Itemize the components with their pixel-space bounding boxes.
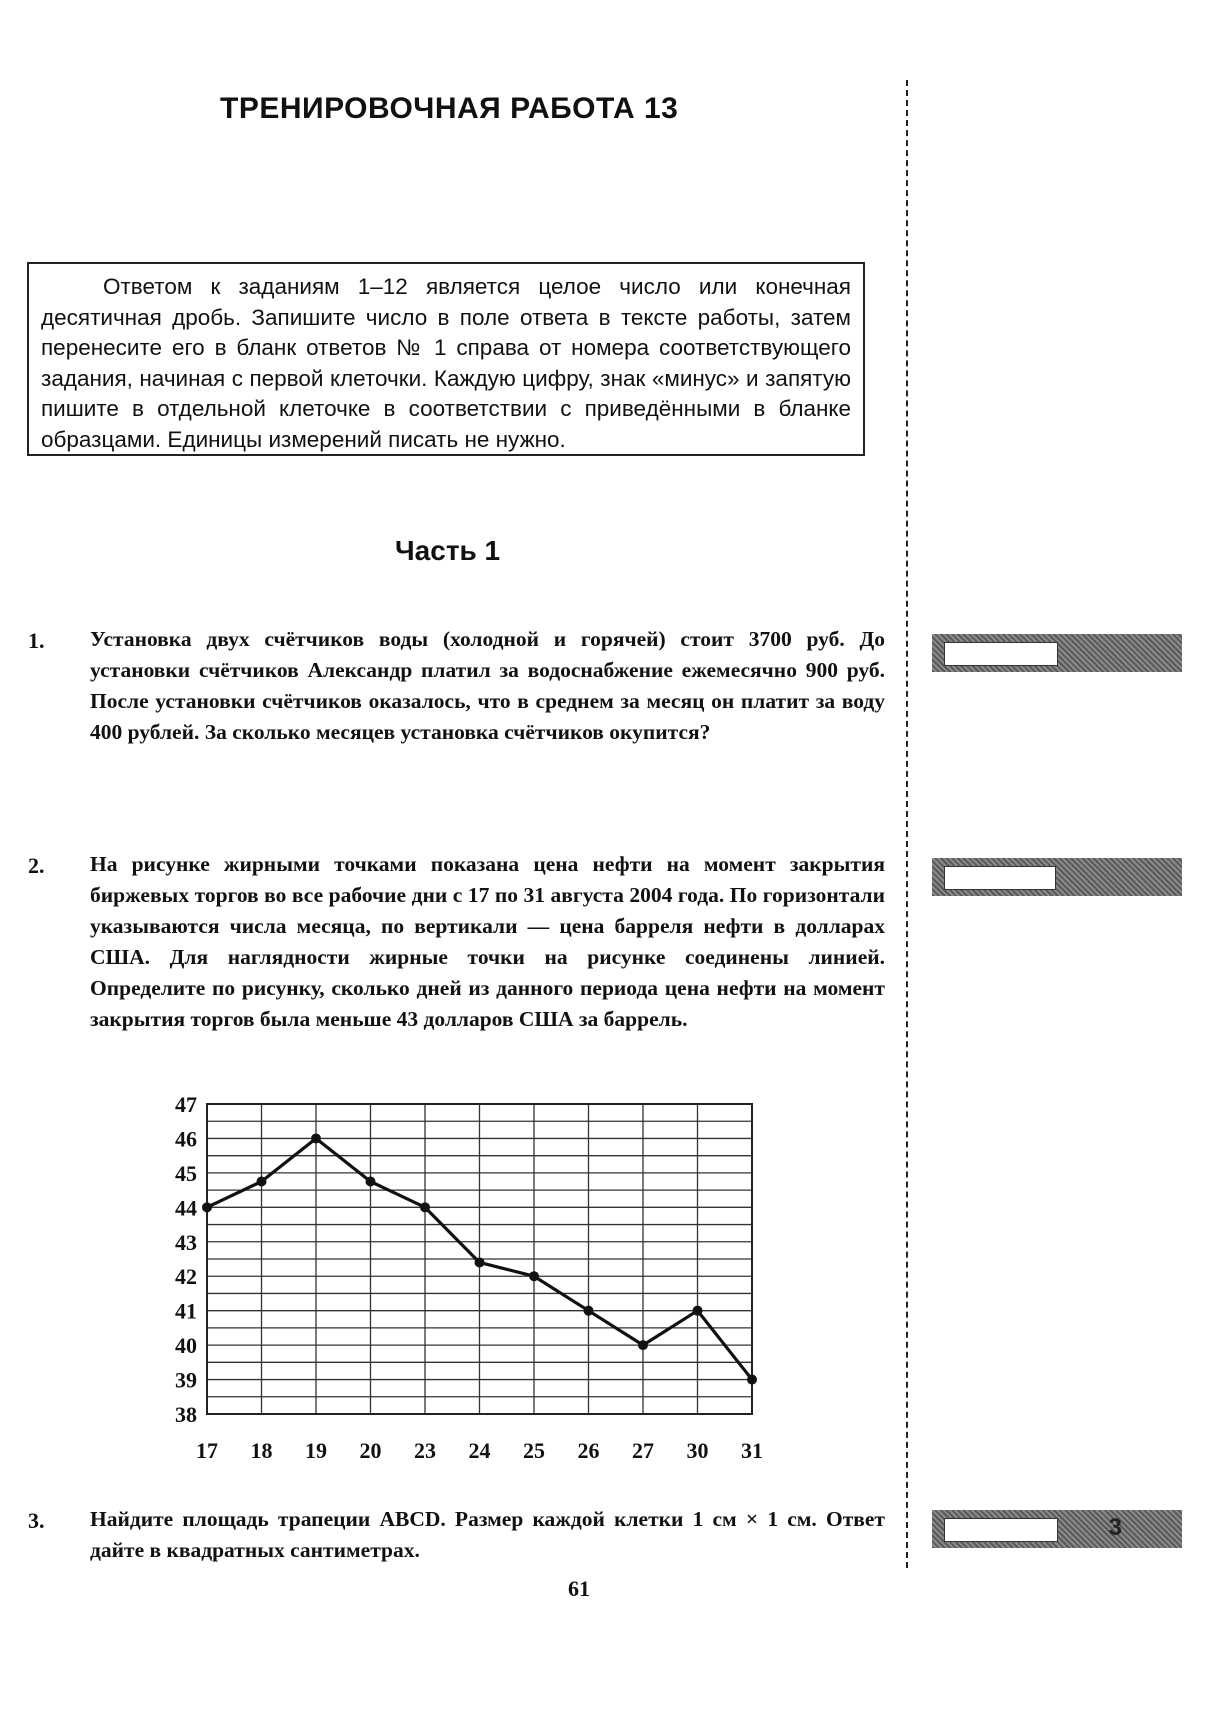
x-tick-label: 20	[359, 1438, 382, 1463]
y-tick-label: 39	[175, 1367, 197, 1393]
page-number: 61	[568, 1576, 590, 1601]
answer-box-3-number: 3	[1108, 1514, 1122, 1541]
x-tick-label: 19	[305, 1438, 327, 1463]
y-tick-label: 44	[175, 1195, 197, 1221]
x-tick-label: 24	[468, 1438, 491, 1463]
data-point	[311, 1133, 321, 1143]
data-point	[693, 1306, 703, 1316]
y-tick-label: 45	[175, 1160, 197, 1186]
x-tick-label: 25	[523, 1438, 545, 1463]
answer-field-1[interactable]	[944, 642, 1058, 666]
page-title: ТРЕНИРОВОЧНАЯ РАБОТА 13	[220, 92, 679, 125]
task-3-number: 3.	[28, 1508, 45, 1533]
data-point	[584, 1306, 594, 1316]
y-tick-label: 40	[175, 1333, 197, 1359]
x-tick-label: 31	[741, 1438, 763, 1463]
answer-field-3[interactable]	[944, 1518, 1058, 1542]
task-1-number: 1.	[28, 628, 45, 653]
data-point	[257, 1177, 267, 1187]
y-tick-label: 47	[175, 1092, 197, 1117]
answer-box-3[interactable]	[932, 1510, 1182, 1548]
data-point	[638, 1340, 648, 1350]
answer-field-2[interactable]	[944, 866, 1056, 890]
data-point	[747, 1375, 757, 1385]
data-point	[529, 1271, 539, 1281]
task-1-text: Установка двух счётчиков воды (холодной и горячей) стоит 3700 руб. До установки счётчиков Александр платил за водоснабжение ежемесячно 900 руб. После установки счётчиков оказалось, что в среднем за месяц он платит за воду 400 рублей. За сколько месяцев установка счётчиков окупится?	[90, 627, 885, 744]
x-tick-label: 26	[577, 1438, 600, 1463]
answer-box-2[interactable]	[932, 858, 1182, 896]
y-tick-label: 41	[175, 1298, 197, 1324]
task-3-text: Найдите площадь трапеции ABCD. Размер каждой клетки 1 см × 1 см. Ответ дайте в квадратных сантиметрах.	[90, 1507, 885, 1562]
data-point	[366, 1177, 376, 1187]
part-title: Часть 1	[395, 535, 501, 566]
task-2-number: 2.	[28, 853, 45, 878]
data-point	[202, 1202, 212, 1212]
oil-price-chart	[120, 1080, 780, 1480]
x-tick-label: 18	[250, 1438, 273, 1463]
answer-box-1[interactable]	[932, 634, 1182, 672]
y-tick-label: 38	[175, 1402, 197, 1427]
instructions-box: Ответом к заданиям 1–12 является целое число или конечная десятичная дробь. Запишите число в поле ответа в тексте работы, затем перенесите его в бланк ответов № 1 справа от номера соответствующего задания, начиная с первой клеточки. Каждую цифру, знак «минус» и запятую пишите в отдельной клеточке в соответствии с приведёнными в бланке образцами. Единицы измерений писать не нужно.	[27, 262, 865, 456]
cut-line	[906, 80, 908, 1568]
y-tick-label: 43	[175, 1229, 197, 1255]
x-tick-label: 30	[686, 1438, 709, 1463]
y-tick-label: 46	[175, 1126, 197, 1152]
y-tick-label: 42	[175, 1264, 197, 1290]
x-tick-label: 17	[196, 1438, 218, 1463]
x-tick-label: 27	[632, 1438, 654, 1463]
task-2-text: На рисунке жирными точками показана цена нефти на момент закрытия биржевых торгов во все рабочие дни с 17 по 31 августа 2004 года. По горизонтали указываются числа месяца, по вертикали — цена барреля нефти в долларах США. Для наглядности жирные точки на рисунке соединены линией. Определите по рисунку, сколько дней из данного периода цена нефти на момент закрытия торгов была меньше 43 долларов США за баррель.	[90, 852, 885, 1031]
x-tick-label: 23	[414, 1438, 436, 1463]
data-point	[420, 1202, 430, 1212]
data-point	[475, 1257, 485, 1267]
